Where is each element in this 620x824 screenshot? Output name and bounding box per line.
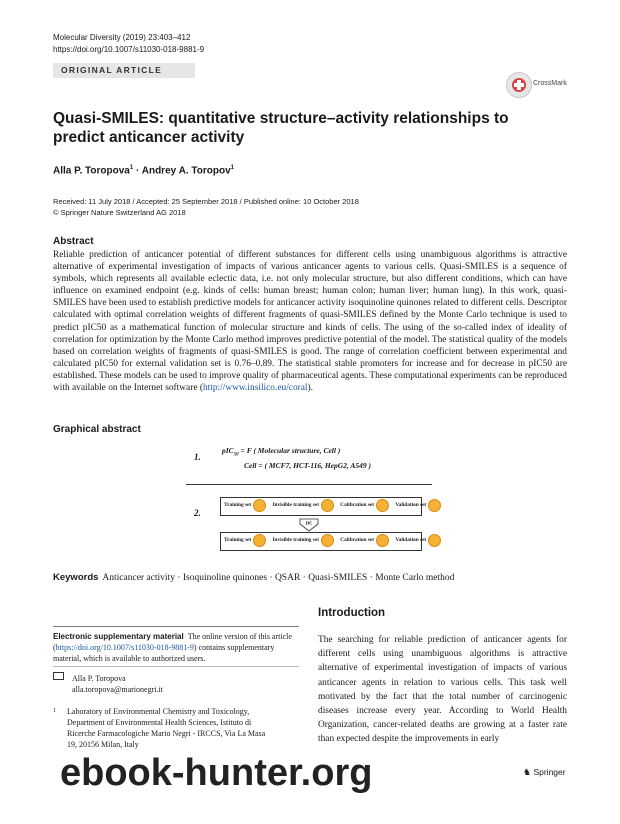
article-title: Quasi-SMILES: quantitative structure–activity relationships to predict anticancer activity (53, 110, 509, 146)
svg-text:IIC: IIC (305, 520, 313, 526)
smiley-icon (321, 534, 334, 547)
crossmark-icon (506, 72, 532, 98)
keywords-list: Anticancer activity · Isoquinoline quinones · QSAR · Quasi-SMILES · Monte Carlo method (102, 573, 455, 583)
crossmark-label: CrossMark (533, 80, 567, 87)
coral-software-link[interactable]: http://www.insilico.eu/coral (202, 383, 308, 394)
springer-horse-icon: ♞ (523, 767, 532, 777)
graphical-abstract-figure (180, 438, 440, 550)
smiley-icon (321, 499, 334, 512)
smiley-icon (428, 534, 441, 547)
esm-doi-link[interactable]: https://doi.org/10.1007/s11030-018-9881-9 (55, 643, 194, 652)
introduction-body: The searching for reliable prediction of anticancer agents for different cells using unambiguous algorithms is attractive alternative of experimental investigation of impacts of various anticancer agents in relation to various cells. This task well motivated by the fact that the total number of carcinogenic diseases increase every year. According to World Health Organization, cancer-related deaths are growing at a faster rate than expected despite the improvements in early (318, 635, 567, 745)
footnote-divider (53, 626, 299, 627)
corresponding-name: Alla P. Toropova (72, 674, 126, 683)
down-arrow-icon (298, 518, 320, 532)
smiley-icon (376, 499, 389, 512)
corresponding-author (53, 672, 299, 695)
doi-text: https://doi.org/10.1007/s11030-018-9881-9 (53, 45, 205, 54)
keywords-label: Keywords (53, 572, 99, 583)
affiliation-number: 1 (53, 708, 56, 714)
copyright-line: © Springer Nature Switzerland AG 2018 (53, 208, 186, 217)
footnote-divider (53, 666, 299, 667)
data-split-row: Training set Invisible training set Calibration set Validation set (220, 497, 422, 516)
divider-line (186, 484, 432, 485)
formula-line-2: Cell = ( MCF7, HCT-116, HepG2, A549 ) (244, 461, 372, 470)
introduction-heading: Introduction (318, 607, 386, 619)
supplementary-material-note: Electronic supplementary material The online version of this article (https://doi.org/10.1007/s11030-018-9881-9) contains supplementary material, which is available to authorized users. (53, 632, 292, 663)
article-type-badge: ORIGINAL ARTICLE (53, 63, 195, 78)
step-number: 1. (194, 452, 201, 462)
author-name[interactable]: Andrey A. Toropov (141, 165, 231, 177)
affiliation-text: Laboratory of Environmental Chemistry and Toxicology, Department of Environmental Health Sciences, Istituto di Ricerche Farmacologiche Mario Negri - IRCCS, Via La Masa 19, 20156 Milan, Italy (67, 707, 266, 749)
abstract-heading: Abstract (53, 236, 94, 247)
author-list (53, 165, 234, 176)
journal-name-volume: Molecular Diversity (2019) 23:403–412 (53, 33, 191, 42)
data-split-row: Training set Invisible training set Calibration set Validation set (220, 532, 422, 551)
author-name[interactable]: Alla P. Toropova (53, 165, 130, 177)
watermark: ebook-hunter.org (60, 752, 373, 794)
smiley-icon (428, 499, 441, 512)
journal-citation (53, 32, 204, 56)
publication-dates (53, 196, 359, 218)
graphical-abstract-heading: Graphical abstract (53, 424, 141, 435)
history-dates: Received: 11 July 2018 / Accepted: 25 September 2018 / Published online: 10 October 2018 (53, 197, 359, 206)
smiley-icon (253, 499, 266, 512)
crossmark-button[interactable] (506, 72, 567, 98)
keywords (53, 572, 454, 583)
esm-label: Electronic supplementary material (53, 632, 184, 641)
affiliation-marker: 1 (129, 165, 134, 171)
publisher-name: Springer (533, 767, 566, 777)
author-separator: · (133, 165, 142, 177)
formula-line-1: pIC$_{50}$ = F ( Molecular structure, Cell ) (222, 446, 341, 458)
step-number: 2. (194, 508, 201, 518)
envelope-icon (53, 672, 64, 680)
affiliation-marker: 1 (230, 165, 234, 171)
abstract-end: ). (307, 383, 314, 394)
abstract-body (53, 249, 567, 394)
abstract-text: Reliable prediction of anticancer potential of different substances for different cells using unambiguous algorithms is attractive alternative of experimental investigation of impacts of various anticancer agents to various cells. Quasi-SMILES is a sequence of symbols, which represents all available eclectic data, i.e. not only molecular structure, but also different conditions, which can have influence on examined endpoint (e.g. kinds of cells: human breast; human colon; human liver; human lung). In this work, quasi-SMILES have been used to establish predictive models for anticancer activity isoquinoline quinones related to different cells. Descriptor calculated with optimal correlation weights of different fragments of quasi-SMILES defined by the Monte Carlo technique is used to predict pIC50 as a mathematical function of molecular structure and kinds of cells. The using of the so-called index of ideality of correlation for optimization by the Monte Carlo method improves predictive potential of the model. The statistical quality of the models based on correlation weights of fragments of quasi-SMILES is good. The range of correlation coefficient between experimental and calculated pIC50 for external validation set is 0.76–0.89. The statistical stable promoters for increase and for decrease in pIC50 are established. These models can be used to improve quality of pharmaceutical agents. These computational experiments can be reproduced with available on the Internet software ( (53, 250, 567, 394)
corresponding-email[interactable]: alla.toropova@marionegri.it (72, 685, 163, 694)
smiley-icon (253, 534, 266, 547)
smiley-icon (376, 534, 389, 547)
